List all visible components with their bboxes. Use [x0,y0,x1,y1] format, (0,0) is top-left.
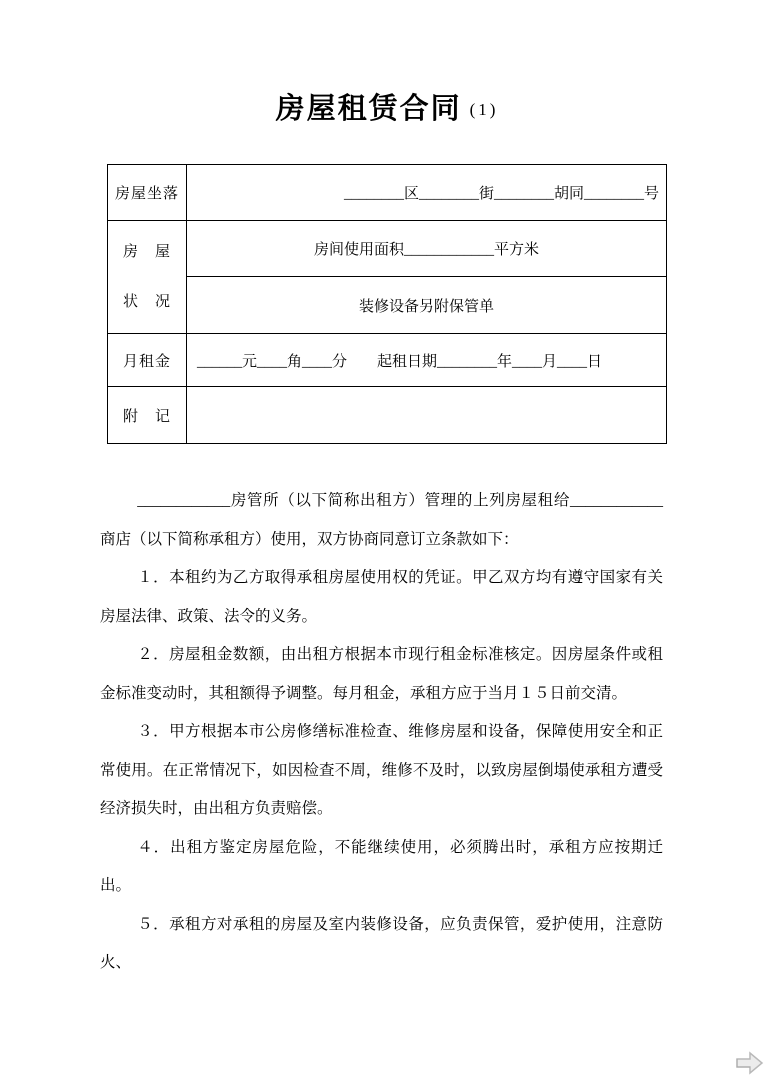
clause-5: ５．承租方对承租的房屋及室内装修设备，应负责保管，爱护使用，注意防火、 [100,915,663,971]
table-row [108,334,667,387]
contract-body [100,482,663,983]
condition-label-line1: 房 屋 [122,244,171,260]
location-label: 房屋坐落 [108,165,187,221]
rent-label: 月租金 [108,334,187,387]
contract-info-table [107,164,667,444]
condition-label-line2: 状 况 [122,294,171,310]
remarks-label: 附 记 [108,387,187,444]
condition-area-value: 房间使用面积____________平方米 [187,221,667,277]
document-page [0,86,774,1087]
page-title-text: 房屋租赁合同 [275,93,462,125]
table-row [108,221,667,277]
clause-4: ４．出租方鉴定房屋危险，不能继续使用，必须腾出时，承租方应按期迁出。 [100,838,663,894]
condition-decoration-value: 装修设备另附保管单 [187,277,667,334]
table-row [108,165,667,221]
rent-value: ______元____角____分 起租日期________年____月____日 [187,334,667,387]
clause-1: １．本租约为乙方取得承租房屋使用权的凭证。甲乙双方均有遵守国家有关房屋法律、政策、法令的义务。 [100,569,663,625]
clause-3: ３．甲方根据本市公房修缮标准检查、维修房屋和设备，保障使用安全和正常使用。在正常情况下，如因检查不周，维修不及时，以致房屋倒塌使承租方遭受经济损失时，由出租方负责赔偿。 [100,723,663,817]
condition-label [108,221,187,334]
remarks-value [187,387,667,444]
table-row [108,277,667,334]
page-forward-arrow-icon[interactable] [735,1050,765,1076]
paragraph-intro: ____________房管所（以下简称出租方）管理的上列房屋租给____________商店（以下简称承租方）使用，双方协商同意订立条款如下： [100,492,663,548]
table-row [108,387,667,444]
page-title [0,86,774,127]
clause-2: ２．房屋租金数额，由出租方根据本市现行租金标准核定。因房屋条件或租金标准变动时，其租额得予调整。每月租金，承租方应于当月１５日前交清。 [100,646,663,702]
location-value: ________区________街________胡同________号 [187,165,667,221]
page-title-number: (1) [469,100,499,119]
